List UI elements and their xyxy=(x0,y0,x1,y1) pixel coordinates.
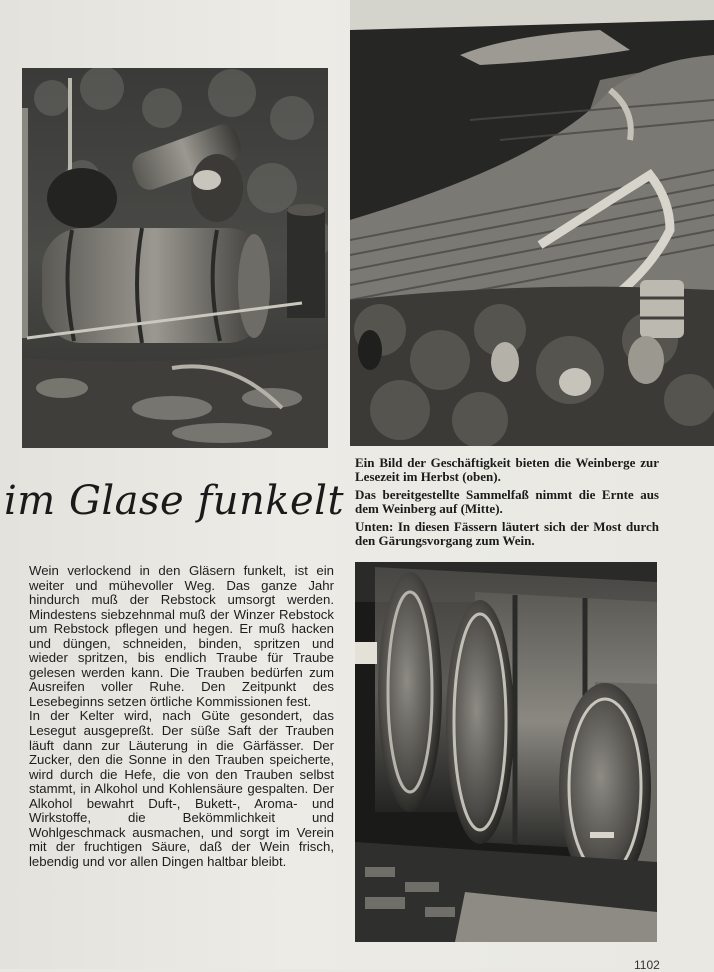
photo-captions xyxy=(355,456,659,552)
page-number: 1102 xyxy=(634,958,660,972)
article-body xyxy=(29,564,334,869)
article-headline: im Glase funkelt xyxy=(4,478,345,524)
photo-cellar-barrels xyxy=(355,562,657,942)
body-paragraph: In der Kelter wird, nach Güte gesondert, das Lesegut ausgepreßt. Der süße Saft der Trauben läuft dann zur Läuterung in die Gärfässer. Der Zucker, den die Sonne in den Trauben speicherte, wird durch die Hefe, die von den Trauben selbst stammt, in Alkohol und Kohlensäure gespalten. Der Alkohol bewahrt Duft-, Bukett-, Aroma- und Wirkstoffe, die Bekömmlichkeit und Wohlgeschmack ausmachen, und sorgt im Verein mit der fruchtigen Säure, daß der Wein frisch, lebendig und vor allen Dingen haltbar bleibt. xyxy=(29,708,334,869)
photo-vineyard-terraces xyxy=(350,0,714,446)
caption-middle: Das bereitgestellte Sammelfaß nimmt die Ernte aus dem Weinberg auf (Mitte). xyxy=(355,487,659,516)
caption-bottom: Unten: In diesen Fässern läutert sich der Most durch den Gärungsvorgang zum Wein. xyxy=(355,519,659,548)
photo-harvest-cart xyxy=(22,68,328,448)
body-paragraph: Wein verlockend in den Gläsern funkelt, ist ein weiter und mühevoller Weg. Das ganze Jahr hindurch muß der Rebstock umsorgt werden. Mindestens siebzehnmal muß der Winzer Rebstock um Rebstock pflegen und hegen. Er muß hacken und düngen, schneiden, binden, spritzen und wieder spritzen, bis endlich Traube für Traube gelesen werden kann. Die Trauben bedürfen zum Ausreifen voller Ruhe. Den Zeitpunkt des Lesebeginns setzen örtliche Kommissionen fest. xyxy=(29,563,334,709)
caption-top: Ein Bild der Geschäftigkeit bieten die Weinberge zur Lesezeit im Herbst (oben). xyxy=(355,455,659,484)
